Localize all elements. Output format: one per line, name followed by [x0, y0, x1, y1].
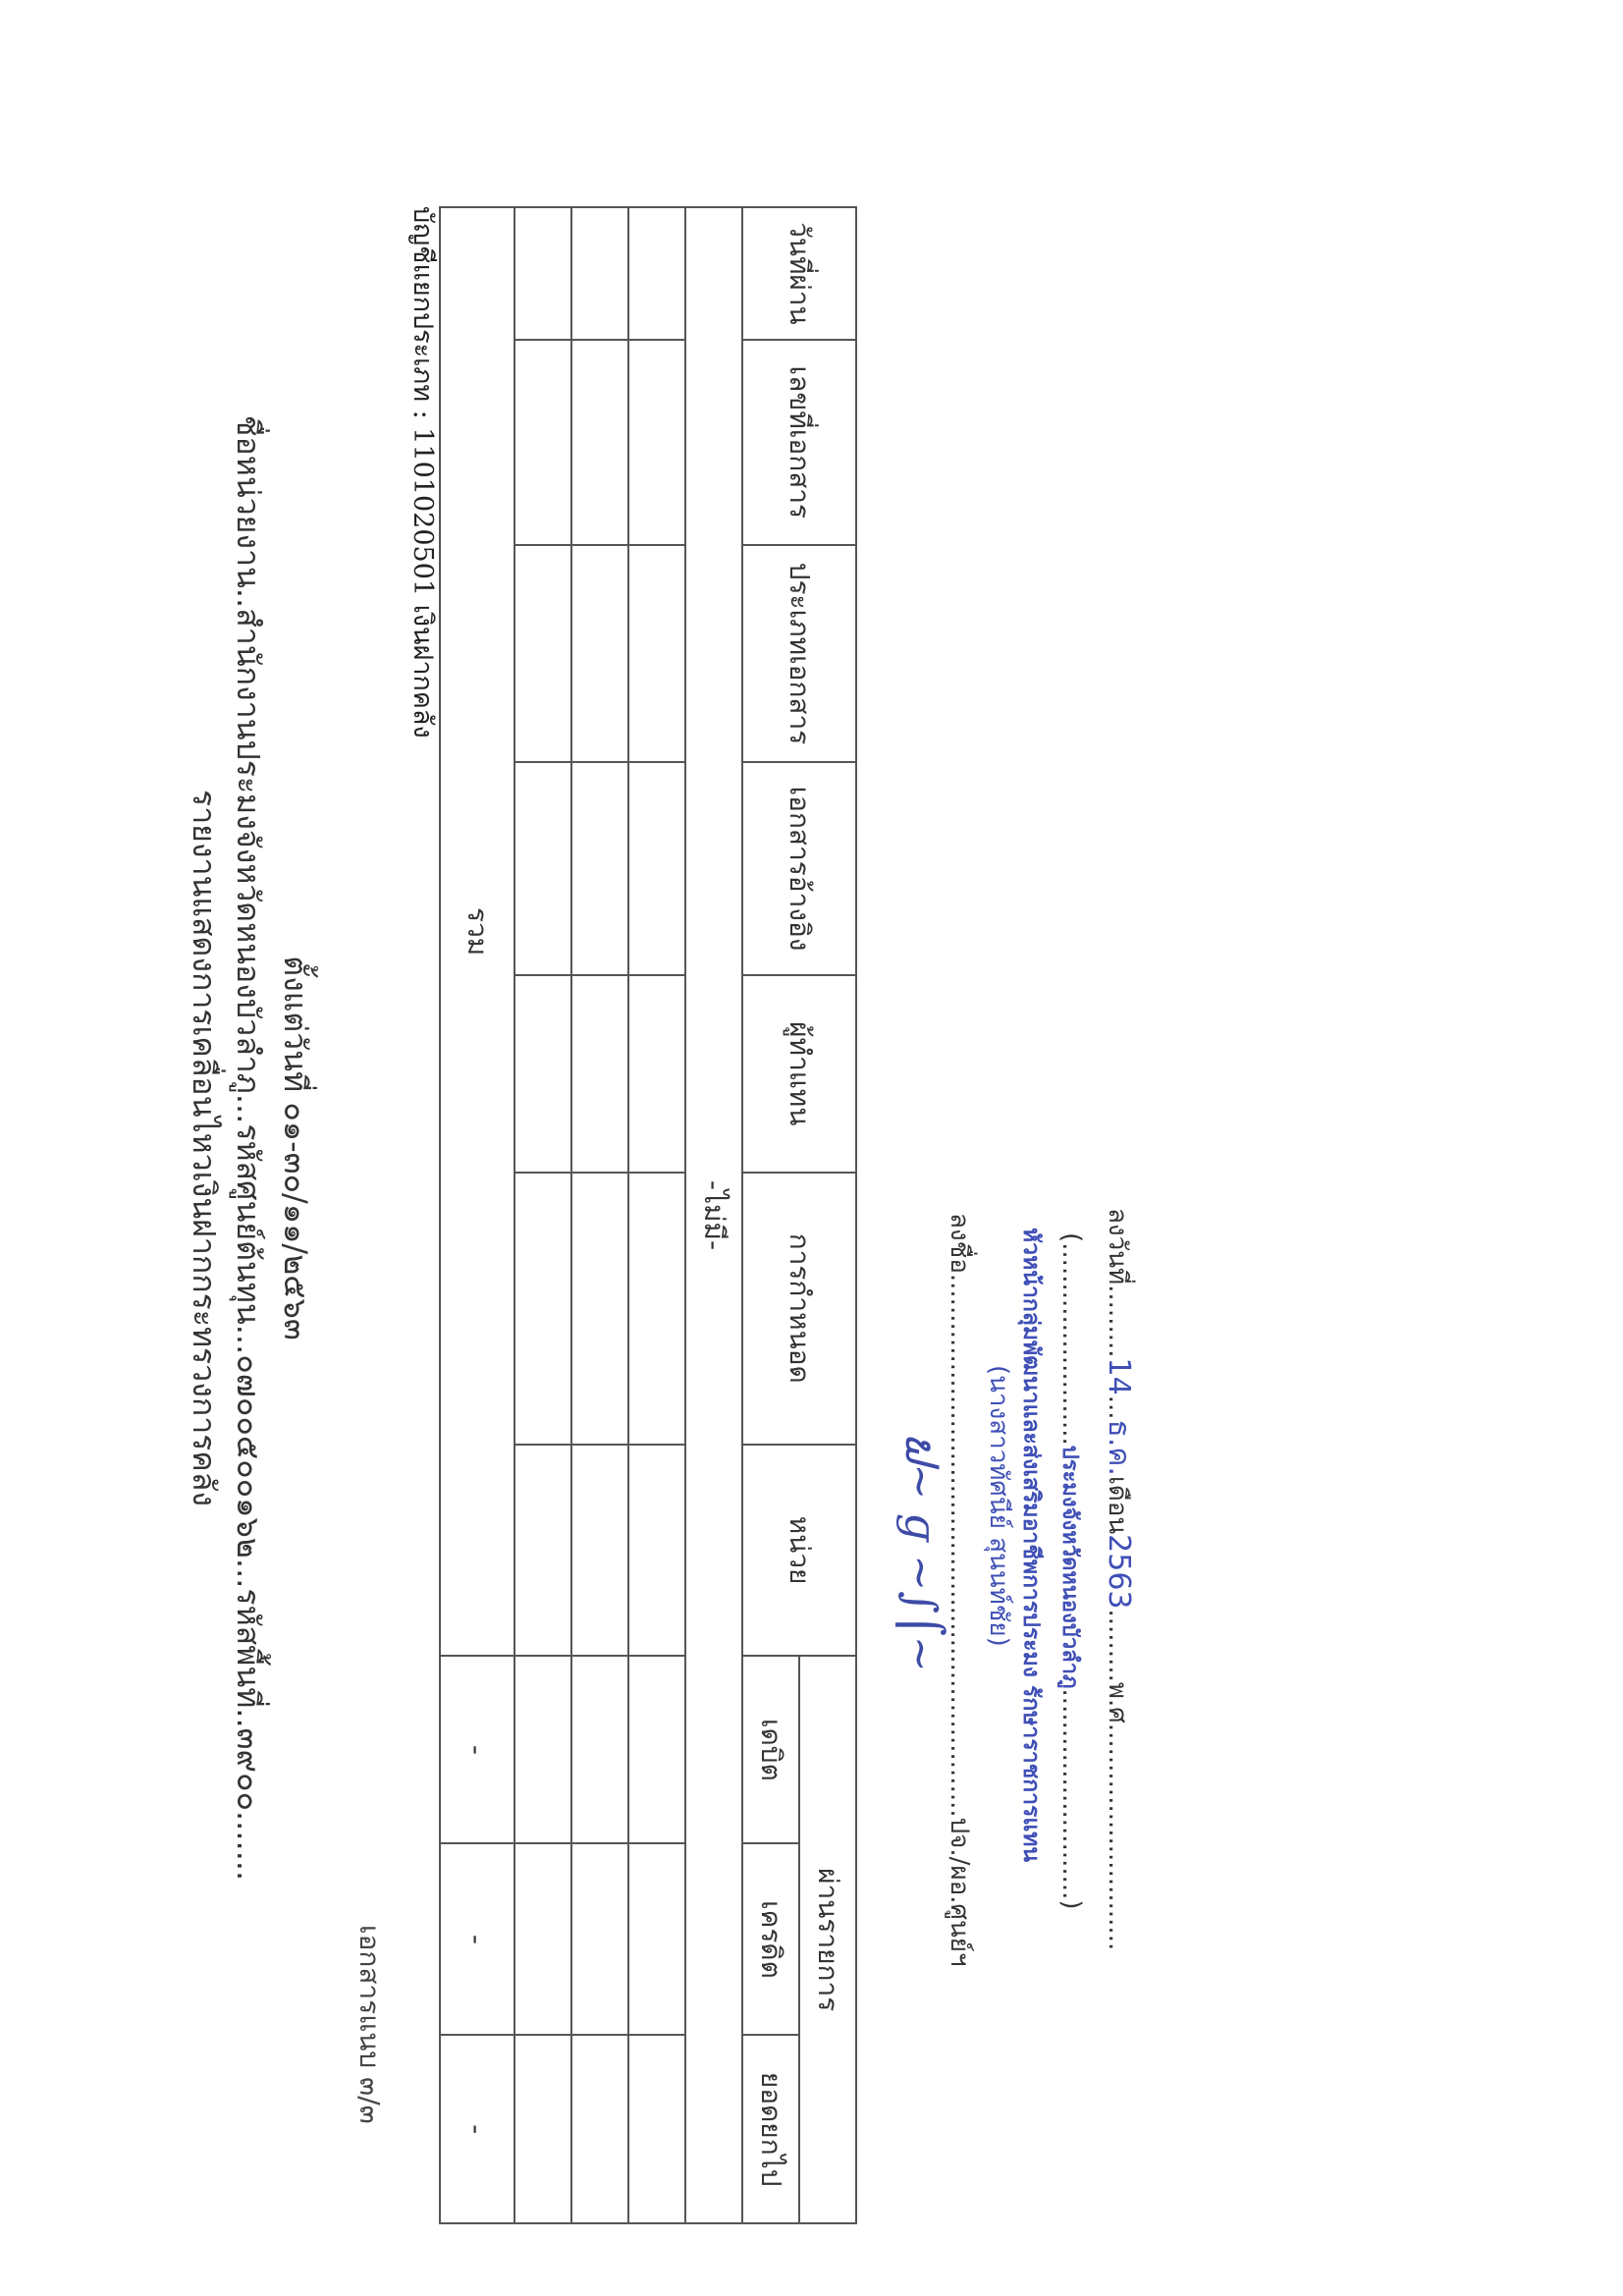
header-carry: ยอดยกไป — [742, 2035, 799, 2223]
handwritten-signature: ຟ~ ɡ ~∫⌠~ — [895, 1434, 946, 1672]
close-paren: ..........................) — [1056, 1688, 1086, 1910]
office-stamp: ประมงจังหวัดหนองบัวลำภู — [1057, 1445, 1082, 1689]
total-credit: - — [440, 1843, 514, 2035]
header-doc-no: เลขที่เอกสาร — [742, 340, 856, 545]
date-month-label: เดือน — [1103, 1475, 1132, 1535]
table-row — [685, 207, 742, 2223]
movement-table — [439, 206, 857, 2224]
total-debit: - — [440, 1656, 514, 1843]
header-debit: เดบิต — [742, 1656, 799, 1843]
total-carry: - — [440, 2035, 514, 2223]
table-row — [514, 207, 571, 2223]
date-month: ธ.ค. — [1102, 1419, 1136, 1476]
header-date: วันที่ผ่าน — [742, 207, 856, 340]
open-paren: (......................... — [1056, 1232, 1086, 1446]
total-label: รวม — [440, 207, 514, 1656]
no-data-cell: -ไม่มี- — [685, 207, 742, 2223]
table-row — [571, 207, 628, 2223]
date-year: 2563 — [1102, 1534, 1136, 1610]
header-actor: ผู้ทำแทน — [742, 975, 856, 1173]
table-row — [628, 207, 685, 2223]
date-label: ลงวันที่ — [1103, 1208, 1132, 1285]
account-line: บัญชีแยกประเภท : 1101020501 เงินฝากคลัง — [407, 206, 438, 738]
unit-line: ชื่อหน่วยงาน..สำนักงานประมงจังหวัดหนองบัวลำภู...รหัสศูนย์ต้นทุน...๐๗๐๐๕๐๐๑๖๒...รหัสพื้นที่..๓๙๐๐....... — [230, 414, 267, 1882]
office-line — [1054, 1232, 1088, 1910]
role-suffix: ปจ./ผอ.ศูนย์ฯ — [945, 1817, 974, 1967]
report-title: รายงานแสดงการเคลื่อนไหวเงินฝากกระทรวงการคลัง — [186, 790, 223, 1506]
header-credit: เครดิต — [742, 1843, 799, 2035]
position-stamp: หัวหน้ากลุ่มพัฒนาและส่งเสริมอาชีพการประมง รักษาราชการแทน — [1018, 1228, 1044, 1863]
header-ref-doc: เอกสารอ้างอิง — [742, 762, 856, 975]
document-reference: เอกสารแนบ ๓/๓ — [353, 1925, 386, 2124]
sign-dots: ................................................................... — [945, 1273, 974, 1818]
period-line: ตั้งแต่วันที่ ๐๑-๓๐/๑๑/๒๕๖๓ — [277, 956, 314, 1340]
signer-name: (นางสาวทัศนีย์ สุนนท์ชัย) — [984, 1365, 1013, 1647]
date-day: 14 — [1102, 1357, 1136, 1395]
sign-label: ลงชื่อ — [945, 1213, 974, 1274]
header-doc-type: ประเภทเอกสาร — [742, 545, 856, 762]
header-due: การกำหนอด — [742, 1173, 856, 1445]
header-posted: ผ่านรายการ — [799, 1656, 856, 2223]
sign-line — [940, 1213, 980, 1967]
date-line: ลงวันที่.........14...ธ.ค.เดือน2563.........พ.ศ............................ — [1102, 1208, 1136, 1951]
be-label: พ.ศ — [1103, 1681, 1132, 1723]
date-dots: ............................ — [1103, 1722, 1132, 1951]
table-header-row — [799, 207, 856, 2223]
total-row — [440, 207, 514, 2223]
header-unit: หน่วย — [742, 1445, 856, 1656]
